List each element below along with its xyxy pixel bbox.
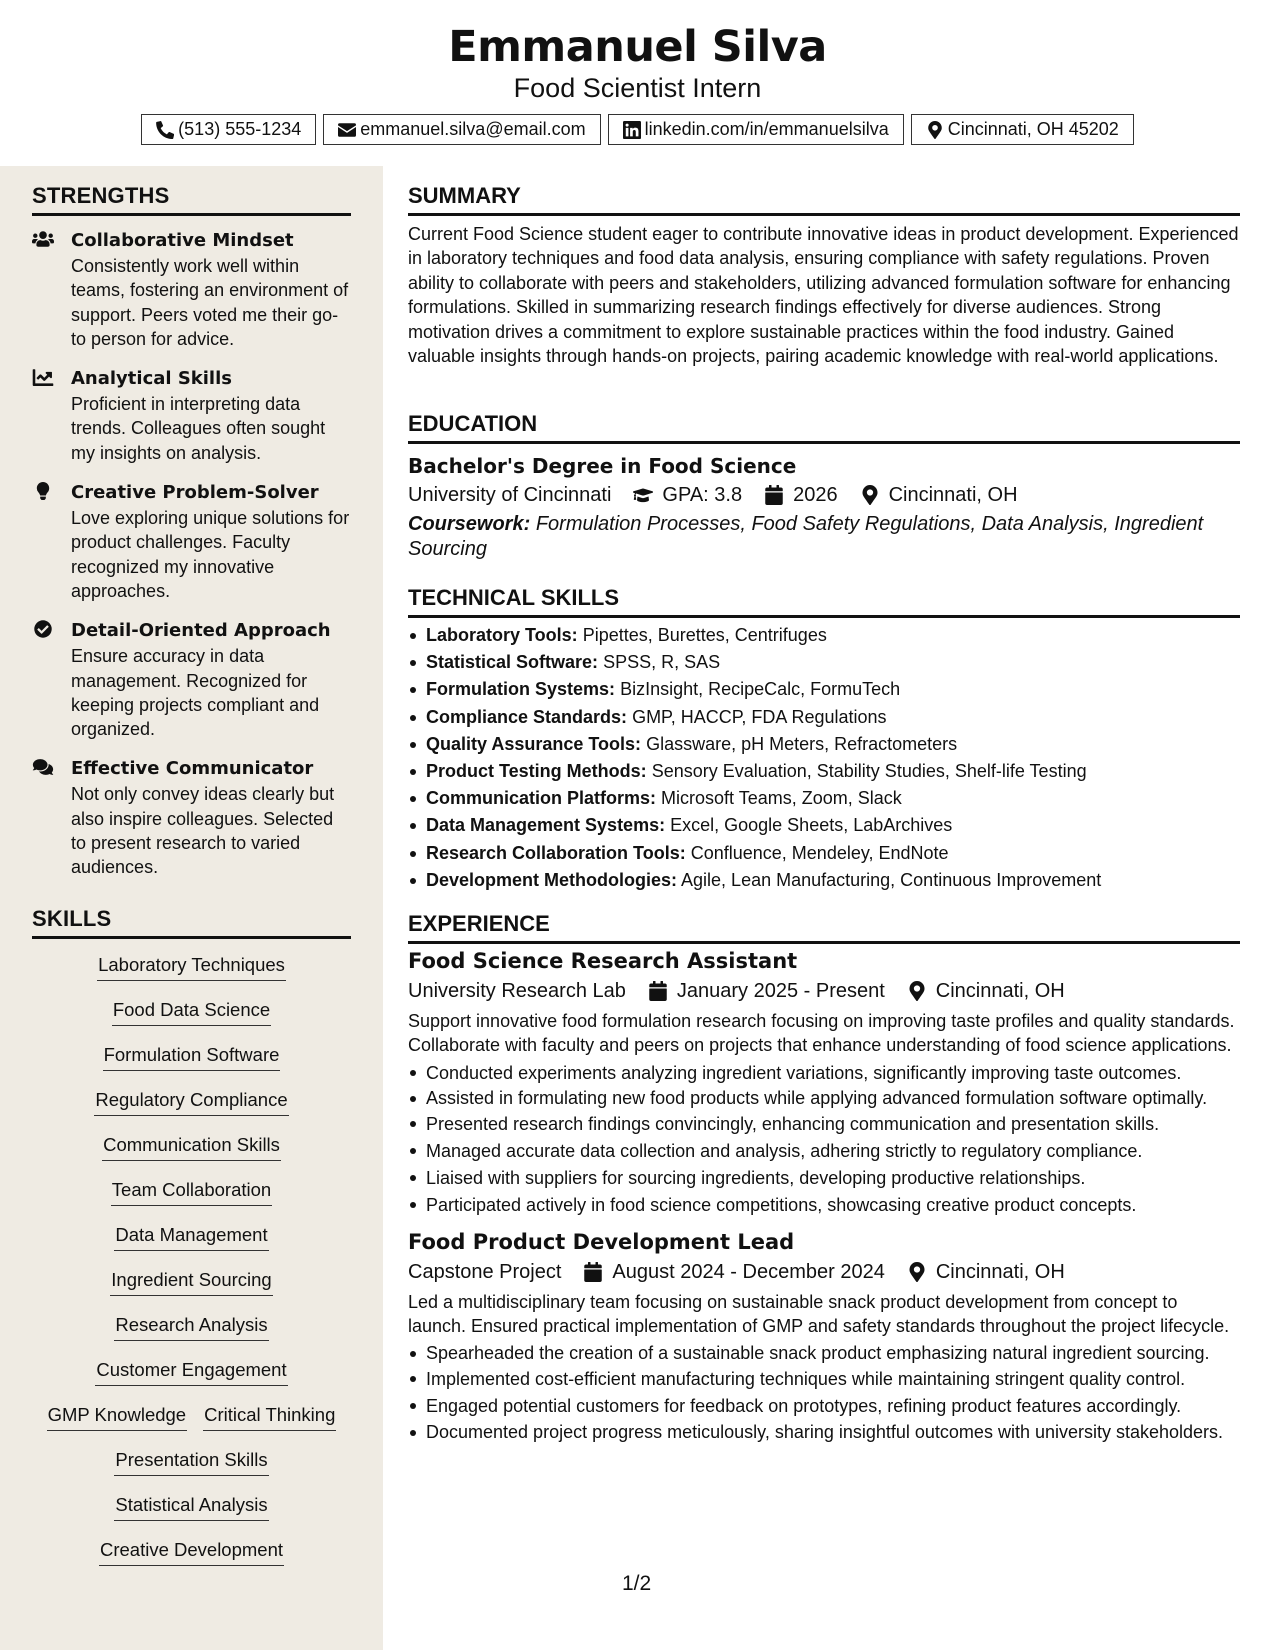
strength-item — [32, 618, 351, 741]
job-title: Food Science Research Assistant — [408, 949, 798, 973]
strength-desc: Love exploring unique solutions for product challenges. Faculty recognized my innovative approaches. — [71, 508, 350, 601]
strength-desc: Consistently work well within teams, fostering an environment of support. Peers voted me their go-to person for advice. — [71, 256, 349, 349]
map-pin-icon — [926, 121, 944, 139]
chart-line-icon — [32, 368, 56, 388]
experience-heading: EXPERIENCE — [408, 911, 1240, 944]
skills-section — [32, 906, 351, 1583]
education-meta — [408, 480, 1240, 510]
sidebar — [0, 166, 383, 1650]
skill-tag: Critical Thinking — [203, 1403, 336, 1431]
education-section — [408, 411, 1240, 562]
calendar-icon — [583, 1262, 603, 1282]
job-location: Cincinnati, OH — [935, 1260, 1065, 1283]
skills-heading: SKILLS — [32, 906, 351, 939]
tech-skill-item: Compliance Standards: GMP, HACCP, FDA Regulations — [408, 704, 1240, 731]
skill-tag: Data Management — [114, 1223, 268, 1251]
linkedin-icon — [623, 121, 641, 139]
job-bullet: Conducted experiments analyzing ingredient variations, significantly improving taste outcomes. — [408, 1060, 1240, 1086]
job-bullet: Engaged potential customers for feedback on prototypes, refining product features accordingly. — [408, 1393, 1240, 1420]
summary-section — [408, 183, 1240, 368]
tech-skill-item: Formulation Systems: BizInsight, RecipeCalc, FormuTech — [408, 676, 1240, 703]
skill-tag: Team Collaboration — [111, 1178, 272, 1206]
skill-tag: Communication Skills — [102, 1133, 281, 1161]
job-org: Capstone Project — [408, 1260, 562, 1283]
job-entry — [408, 1227, 1240, 1445]
degree-title: Bachelor's Degree in Food Science — [408, 454, 797, 478]
strengths-list — [32, 228, 351, 880]
page-number: 1/2 — [622, 1572, 652, 1595]
job-bullet: Participated actively in food science competitions, showcasing creative product concepts. — [408, 1192, 1240, 1219]
technical-skills-list — [408, 622, 1240, 894]
skill-tag: Research Analysis — [114, 1313, 268, 1341]
coursework-text: Formulation Processes, Food Safety Regulations, Data Analysis, Ingredient Sourcing — [408, 513, 1204, 560]
job-location: Cincinnati, OH — [935, 980, 1065, 1002]
skill-tag: GMP Knowledge — [47, 1403, 188, 1431]
job-dates: January 2025 - Present — [676, 980, 885, 1002]
contact-location — [911, 114, 1134, 145]
candidate-title: Food Scientist Intern — [513, 73, 762, 103]
contact-phone[interactable] — [141, 114, 316, 145]
job-dates: August 2024 - December 2024 — [612, 1260, 885, 1283]
job-bullets — [408, 1060, 1240, 1219]
strength-title: Detail-Oriented Approach — [71, 620, 331, 642]
job-meta — [408, 976, 1240, 1006]
job-meta — [408, 1257, 1240, 1287]
graduation-year: 2026 — [793, 484, 838, 506]
strength-desc: Not only convey ideas clearly but also inspire colleagues. Selected to present research to varied audiences. — [71, 784, 335, 878]
summary-text: Current Food Science student eager to contribute innovative ideas in product development. Experienced in laboratory techniques and food data analysis, ensuring compliance with safety regulations. Proven ability to collaborate with peers and stakeholders, utilizing advanced formulation software for enhancing formulations. Skilled in summarizing research findings effectively for diverse audiences. Strong motivation drives a commitment to explore sustainable practices within the food industry. Gained valuable insights through hands-on projects, pairing academic knowledge with real-world applications. — [408, 224, 1239, 367]
calendar-icon — [648, 981, 668, 1001]
contact-email[interactable] — [323, 114, 600, 145]
job-title: Food Product Development Lead — [408, 1229, 795, 1254]
strength-item — [32, 366, 351, 465]
check-circle-icon — [32, 620, 56, 640]
tech-skill-item: Statistical Software: SPSS, R, SAS — [408, 649, 1240, 676]
comments-icon — [32, 758, 56, 778]
experience-section — [408, 911, 1240, 1445]
job-bullet: Assisted in formulating new food products while applying advanced formulation software optimally. — [408, 1086, 1240, 1111]
contact-bar — [0, 114, 1275, 145]
skill-tag: Regulatory Compliance — [94, 1088, 288, 1116]
strength-desc: Proficient in interpreting data trends. Colleagues often sought my insights on analysis. — [71, 394, 326, 463]
technical-skills-section — [408, 585, 1240, 894]
job-description: Led a multidisciplinary team focusing on sustainable snack product development from concept to launch. Ensured practical implementation of GMP and safety standards throughout the project lifecycle. — [408, 1291, 1230, 1337]
contact-linkedin[interactable] — [608, 114, 904, 145]
job-description: Support innovative food formulation research focusing on improving taste profiles and quality standards. Collaborate with faculty and peers on projects that enhance understanding of food science applications. — [408, 1011, 1235, 1056]
strength-title: Analytical Skills — [71, 368, 232, 390]
coursework — [408, 512, 1240, 562]
school-name: University of Cincinnati — [408, 484, 612, 506]
strength-title: Creative Problem-Solver — [71, 482, 319, 504]
gpa: GPA: 3.8 — [662, 484, 743, 506]
contact-email-text: emmanuel.silva@email.com — [360, 119, 586, 139]
map-pin-icon — [907, 1262, 927, 1282]
strength-item — [32, 480, 351, 603]
strength-title: Collaborative Mindset — [71, 230, 294, 251]
strength-desc: Ensure accuracy in data management. Recognized for keeping projects compliant and organized. — [71, 646, 320, 740]
job-bullet: Liaised with suppliers for sourcing ingredients, developing productive relationships. — [408, 1165, 1240, 1192]
tech-skill-item: Research Collaboration Tools: Confluence, Mendeley, EndNote — [408, 840, 1240, 867]
phone-icon — [156, 121, 174, 139]
skill-tag: Statistical Analysis — [114, 1493, 268, 1521]
skill-tag: Ingredient Sourcing — [110, 1268, 272, 1296]
job-org: University Research Lab — [408, 980, 626, 1002]
contact-phone-text: (513) 555-1234 — [178, 119, 302, 139]
tech-skill-item: Data Management Systems: Excel, Google Sheets, LabArchives — [408, 812, 1240, 839]
tech-skill-item: Product Testing Methods: Sensory Evaluation, Stability Studies, Shelf-life Testing — [408, 758, 1240, 785]
school-location: Cincinnati, OH — [888, 484, 1018, 506]
strength-title: Effective Communicator — [71, 758, 314, 780]
contact-linkedin-text: linkedin.com/in/emmanuelsilva — [644, 119, 889, 139]
skill-tag: Laboratory Techniques — [97, 953, 286, 981]
strength-item — [32, 228, 351, 351]
summary-heading: SUMMARY — [408, 183, 1240, 216]
tech-skill-item: Development Methodologies: Agile, Lean Manufacturing, Continuous Improvement — [408, 867, 1240, 894]
tech-skill-item: Laboratory Tools: Pipettes, Burettes, Centrifuges — [408, 622, 1240, 649]
resume-header — [0, 0, 1275, 166]
skill-tag: Customer Engagement — [95, 1358, 287, 1386]
graduation-cap-icon — [633, 485, 653, 505]
map-pin-icon — [860, 485, 880, 505]
envelope-icon — [338, 121, 356, 139]
job-bullet: Managed accurate data collection and analysis, adhering strictly to regulatory compliance. — [408, 1138, 1240, 1165]
lightbulb-icon — [32, 482, 56, 502]
coursework-label: Coursework: — [408, 513, 531, 535]
skill-tag: Food Data Science — [112, 998, 271, 1026]
job-entry — [408, 946, 1240, 1219]
job-bullet: Implemented cost-efficient manufacturing techniques while maintaining stringent quality control. — [408, 1366, 1240, 1393]
job-bullet: Spearheaded the creation of a sustainable snack product emphasizing natural ingredient sourcing. — [408, 1341, 1240, 1366]
tech-skill-item: Communication Platforms: Microsoft Teams, Zoom, Slack — [408, 785, 1240, 812]
candidate-name: Emmanuel Silva — [448, 22, 827, 72]
job-bullets — [408, 1341, 1240, 1445]
skill-tag: Presentation Skills — [114, 1448, 268, 1476]
skill-tag: Formulation Software — [103, 1043, 281, 1071]
education-heading: EDUCATION — [408, 411, 1240, 444]
strength-item — [32, 756, 351, 879]
strengths-section — [32, 183, 351, 880]
job-bullet: Documented project progress meticulously, sharing insightful outcomes with university stakeholders. — [408, 1420, 1240, 1445]
job-bullet: Presented research findings convincingly, enhancing communication and presentation skills. — [408, 1111, 1240, 1138]
tech-skill-item: Quality Assurance Tools: Glassware, pH Meters, Refractometers — [408, 731, 1240, 758]
contact-location-text: Cincinnati, OH 45202 — [947, 119, 1119, 139]
users-icon — [32, 230, 56, 250]
calendar-icon — [764, 485, 784, 505]
strengths-heading: STRENGTHS — [32, 183, 351, 216]
technical-skills-heading: TECHNICAL SKILLS — [408, 585, 1240, 618]
map-pin-icon — [907, 981, 927, 1001]
skill-tag: Creative Development — [99, 1538, 284, 1566]
skills-list — [32, 953, 351, 1583]
